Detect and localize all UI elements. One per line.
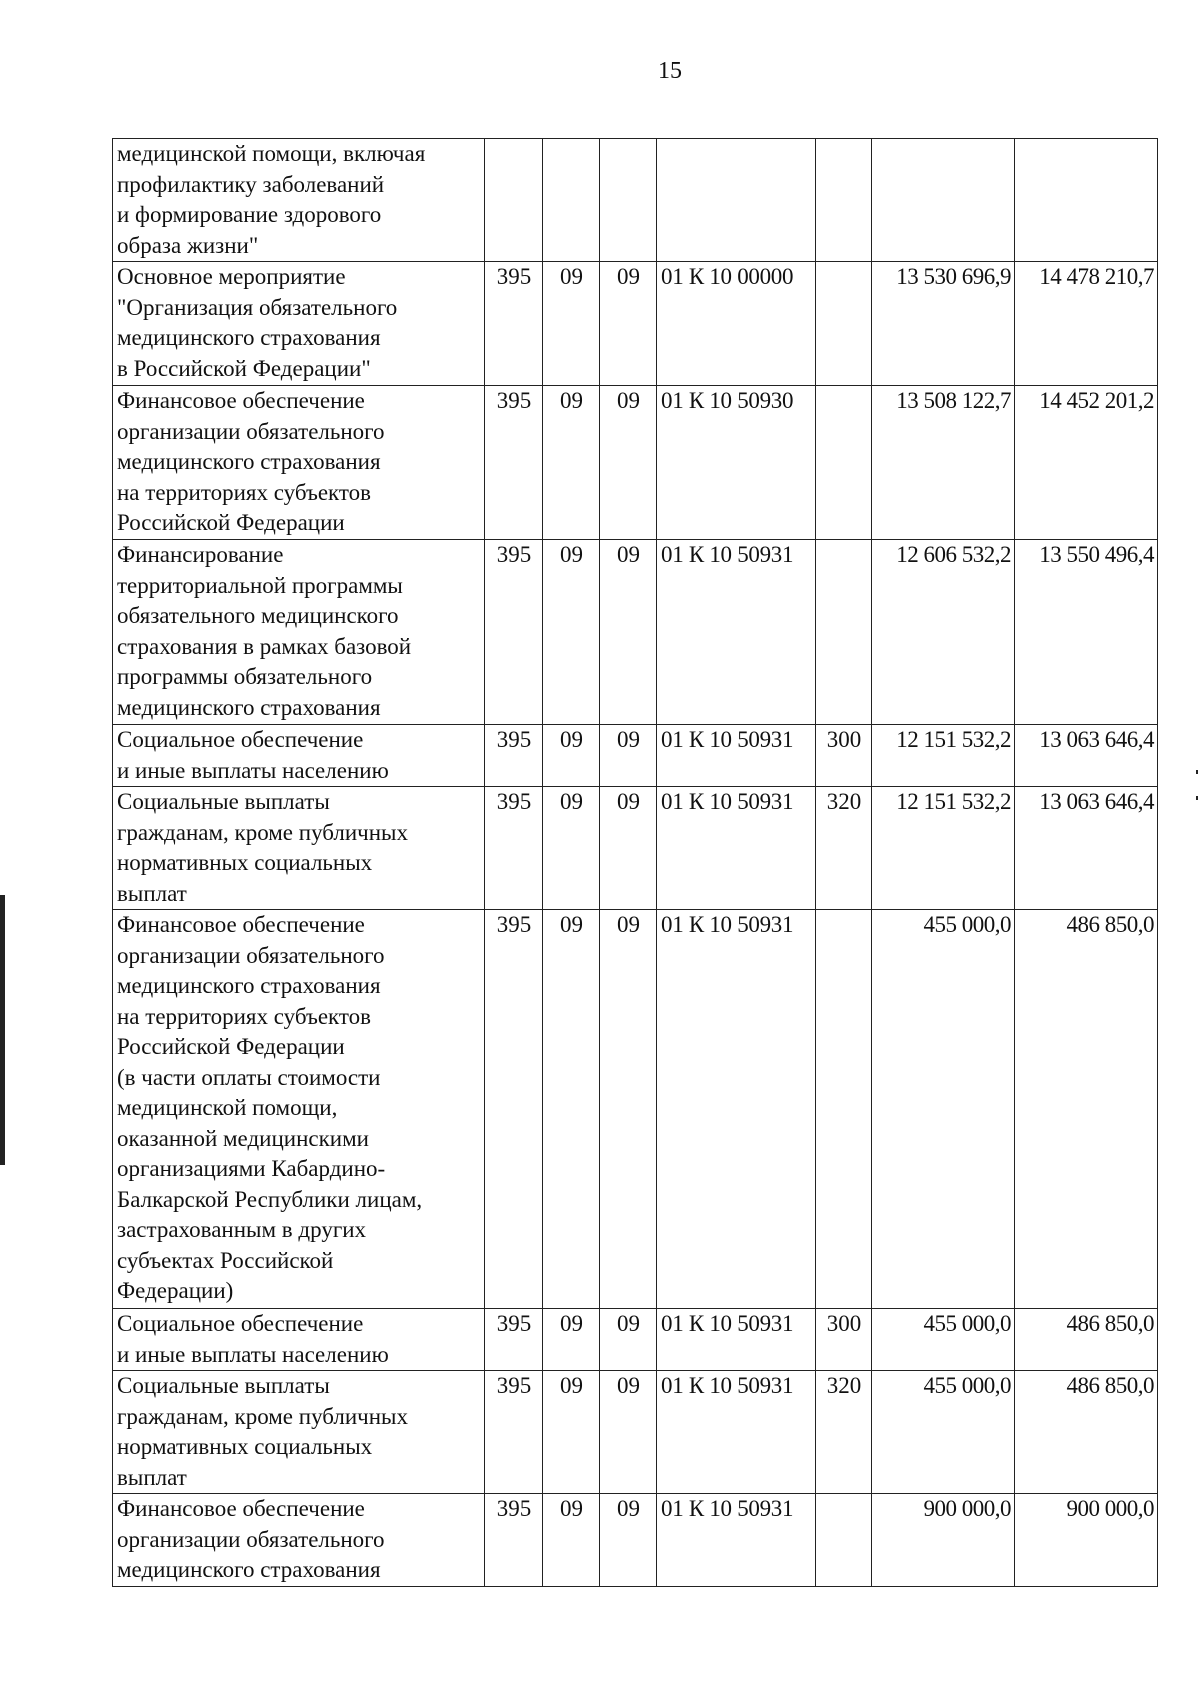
cell-grbs: 395: [485, 787, 543, 910]
cell-grbs: 395: [485, 1309, 543, 1371]
scan-edge-mark: [0, 895, 5, 1165]
cell-sum-2: 13 063 646,4: [1015, 725, 1158, 787]
cell-sum-1: 13 508 122,7: [872, 386, 1015, 540]
cell-rz: 09: [543, 910, 600, 1309]
cell-csr: 01 К 10 50931: [657, 540, 816, 725]
cell-pr: 09: [600, 540, 657, 725]
cell-pr: 09: [600, 910, 657, 1309]
cell-csr: 01 К 10 50931: [657, 1309, 816, 1371]
cell-sum-2: 486 850,0: [1015, 1309, 1158, 1371]
cell-vr: 300: [816, 725, 872, 787]
cell-sum-1: 12 606 532,2: [872, 540, 1015, 725]
cell-pr: 09: [600, 1371, 657, 1494]
row-name: Социальные выплаты гражданам, кроме публичных нормативных социальных выплат: [113, 1371, 485, 1494]
scan-margin-mark: [1196, 796, 1198, 800]
cell-csr: 01 К 10 50931: [657, 725, 816, 787]
row-name: Финансирование территориальной программы обязательного медицинского страхования в рамках базовой программы обязательного медицинского страхования: [113, 540, 485, 725]
cell-csr: 01 К 10 50931: [657, 1371, 816, 1494]
cell-csr: 01 К 10 50930: [657, 386, 816, 540]
table-row: [113, 540, 1158, 725]
cell-rz: 09: [543, 540, 600, 725]
budget-table: [112, 138, 1158, 1587]
cell-csr: 01 К 10 50931: [657, 1494, 816, 1587]
cell-grbs: 395: [485, 262, 543, 386]
cell-grbs: 395: [485, 1371, 543, 1494]
table-row: [113, 725, 1158, 787]
cell-rz: 09: [543, 386, 600, 540]
cell-pr: 09: [600, 1494, 657, 1587]
row-name: Финансовое обеспечение организации обязательного медицинского страхования: [113, 1494, 485, 1587]
table-row: [113, 386, 1158, 540]
cell-vr: [816, 139, 872, 262]
row-name: Социальные выплаты гражданам, кроме публичных нормативных социальных выплат: [113, 787, 485, 910]
cell-grbs: [485, 139, 543, 262]
cell-csr: 01 К 10 00000: [657, 262, 816, 386]
row-name: Социальное обеспечение и иные выплаты населению: [113, 725, 485, 787]
cell-vr: 320: [816, 787, 872, 910]
table-row: [113, 139, 1158, 262]
cell-rz: 09: [543, 1494, 600, 1587]
page-number: 15: [658, 58, 682, 84]
cell-sum-2: 486 850,0: [1015, 1371, 1158, 1494]
cell-rz: 09: [543, 787, 600, 910]
cell-vr: 300: [816, 1309, 872, 1371]
cell-vr: [816, 1494, 872, 1587]
cell-pr: [600, 139, 657, 262]
cell-sum-2: 13 063 646,4: [1015, 787, 1158, 910]
table-row: [113, 1309, 1158, 1371]
scan-margin-mark: [1196, 770, 1198, 774]
row-name: Основное мероприятие "Организация обязательного медицинского страхования в Российской Федерации": [113, 262, 485, 386]
cell-sum-1: 455 000,0: [872, 1309, 1015, 1371]
row-name: Финансовое обеспечение организации обязательного медицинского страхования на территориях субъектов Российской Федерации (в части оплаты стоимости медицинской помощи, оказанной медицинскими организациями Кабардино- Балкарской Республики лицам, застрахованным в других субъектах Российской Федерации): [113, 910, 485, 1309]
row-name: Финансовое обеспечение организации обязательного медицинского страхования на территориях субъектов Российской Федерации: [113, 386, 485, 540]
cell-vr: [816, 262, 872, 386]
cell-sum-2: 14 478 210,7: [1015, 262, 1158, 386]
cell-sum-1: 12 151 532,2: [872, 725, 1015, 787]
cell-sum-2: 14 452 201,2: [1015, 386, 1158, 540]
table-row: [113, 262, 1158, 386]
table-row: [113, 1494, 1158, 1587]
cell-sum-2: 486 850,0: [1015, 910, 1158, 1309]
cell-grbs: 395: [485, 386, 543, 540]
cell-sum-2: 900 000,0: [1015, 1494, 1158, 1587]
table-row: [113, 1371, 1158, 1494]
cell-vr: [816, 386, 872, 540]
cell-vr: [816, 910, 872, 1309]
cell-pr: 09: [600, 725, 657, 787]
cell-pr: 09: [600, 1309, 657, 1371]
cell-rz: [543, 139, 600, 262]
cell-grbs: 395: [485, 725, 543, 787]
cell-grbs: 395: [485, 910, 543, 1309]
table-row: [113, 910, 1158, 1309]
cell-rz: 09: [543, 725, 600, 787]
cell-vr: [816, 540, 872, 725]
cell-sum-1: 455 000,0: [872, 1371, 1015, 1494]
cell-sum-2: 13 550 496,4: [1015, 540, 1158, 725]
table-row: [113, 787, 1158, 910]
cell-sum-1: 455 000,0: [872, 910, 1015, 1309]
cell-csr: 01 К 10 50931: [657, 787, 816, 910]
cell-pr: 09: [600, 386, 657, 540]
row-name: Социальное обеспечение и иные выплаты населению: [113, 1309, 485, 1371]
cell-rz: 09: [543, 1309, 600, 1371]
cell-sum-1: 900 000,0: [872, 1494, 1015, 1587]
cell-rz: 09: [543, 262, 600, 386]
cell-rz: 09: [543, 1371, 600, 1494]
cell-csr: [657, 139, 816, 262]
cell-sum-1: 12 151 532,2: [872, 787, 1015, 910]
row-name: медицинской помощи, включая профилактику заболеваний и формирование здорового образа жизни": [113, 139, 485, 262]
cell-sum-1: 13 530 696,9: [872, 262, 1015, 386]
cell-grbs: 395: [485, 540, 543, 725]
cell-grbs: 395: [485, 1494, 543, 1587]
cell-pr: 09: [600, 787, 657, 910]
cell-sum-1: [872, 139, 1015, 262]
cell-pr: 09: [600, 262, 657, 386]
cell-vr: 320: [816, 1371, 872, 1494]
cell-sum-2: [1015, 139, 1158, 262]
cell-csr: 01 К 10 50931: [657, 910, 816, 1309]
